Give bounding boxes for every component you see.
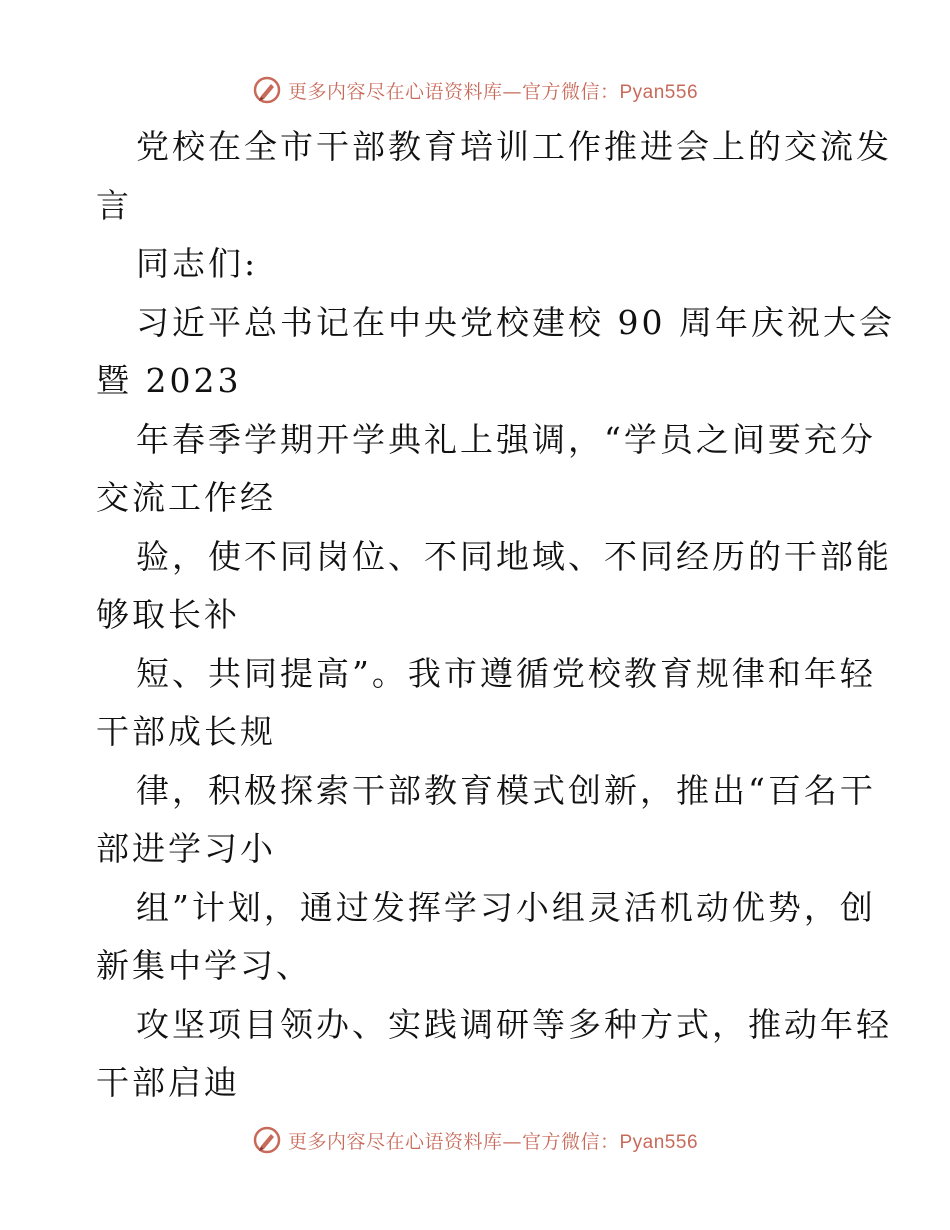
wechat-id: Pyan556	[619, 1131, 699, 1153]
document-body	[96, 118, 895, 1113]
text-line: 言	[96, 185, 132, 225]
watermark-text: 更多内容尽在心语资料库—官方微信：Pyan556	[287, 1130, 699, 1153]
pen-logo-icon	[252, 75, 282, 105]
watermark-text: 更多内容尽在心语资料库—官方微信：Pyan556	[287, 80, 699, 103]
text-line: 新集中学习、	[96, 946, 312, 985]
text-line: 验，使不同岗位、不同地域、不同经历的干部能	[136, 536, 892, 576]
text-line: 年春季学期开学典礼上强调，“学员之间要充分	[136, 419, 876, 459]
text-line: 组”计划，通过发挥学习小组灵活机动优势，创	[136, 887, 876, 927]
text-line: 同志们:	[136, 244, 259, 283]
watermark-footer	[0, 1120, 950, 1160]
text-line: 干部启迪	[96, 1063, 240, 1102]
pen-logo-icon	[252, 1125, 282, 1155]
text-line: 部进学习小	[96, 829, 276, 868]
text-line: 交流工作经	[96, 478, 276, 517]
watermark-header	[0, 70, 950, 110]
text-line: 律，积极探索干部教育模式创新，推出“百名干	[136, 770, 876, 810]
text-line: 暨 2023	[96, 361, 242, 400]
text-line: 干部成长规	[96, 712, 276, 751]
text-line: 够取长补	[96, 595, 240, 634]
text-line: 短、共同提高”。我市遵循党校教育规律和年轻	[136, 653, 876, 693]
text-line: 攻坚项目领办、实践调研等多种方式，推动年轻	[136, 1004, 892, 1044]
text-line: 党校在全市干部教育培训工作推进会上的交流发	[136, 127, 892, 166]
wechat-id: Pyan556	[619, 81, 699, 103]
text-line: 习近平总书记在中央党校建校 90 周年庆祝大会	[136, 302, 895, 342]
